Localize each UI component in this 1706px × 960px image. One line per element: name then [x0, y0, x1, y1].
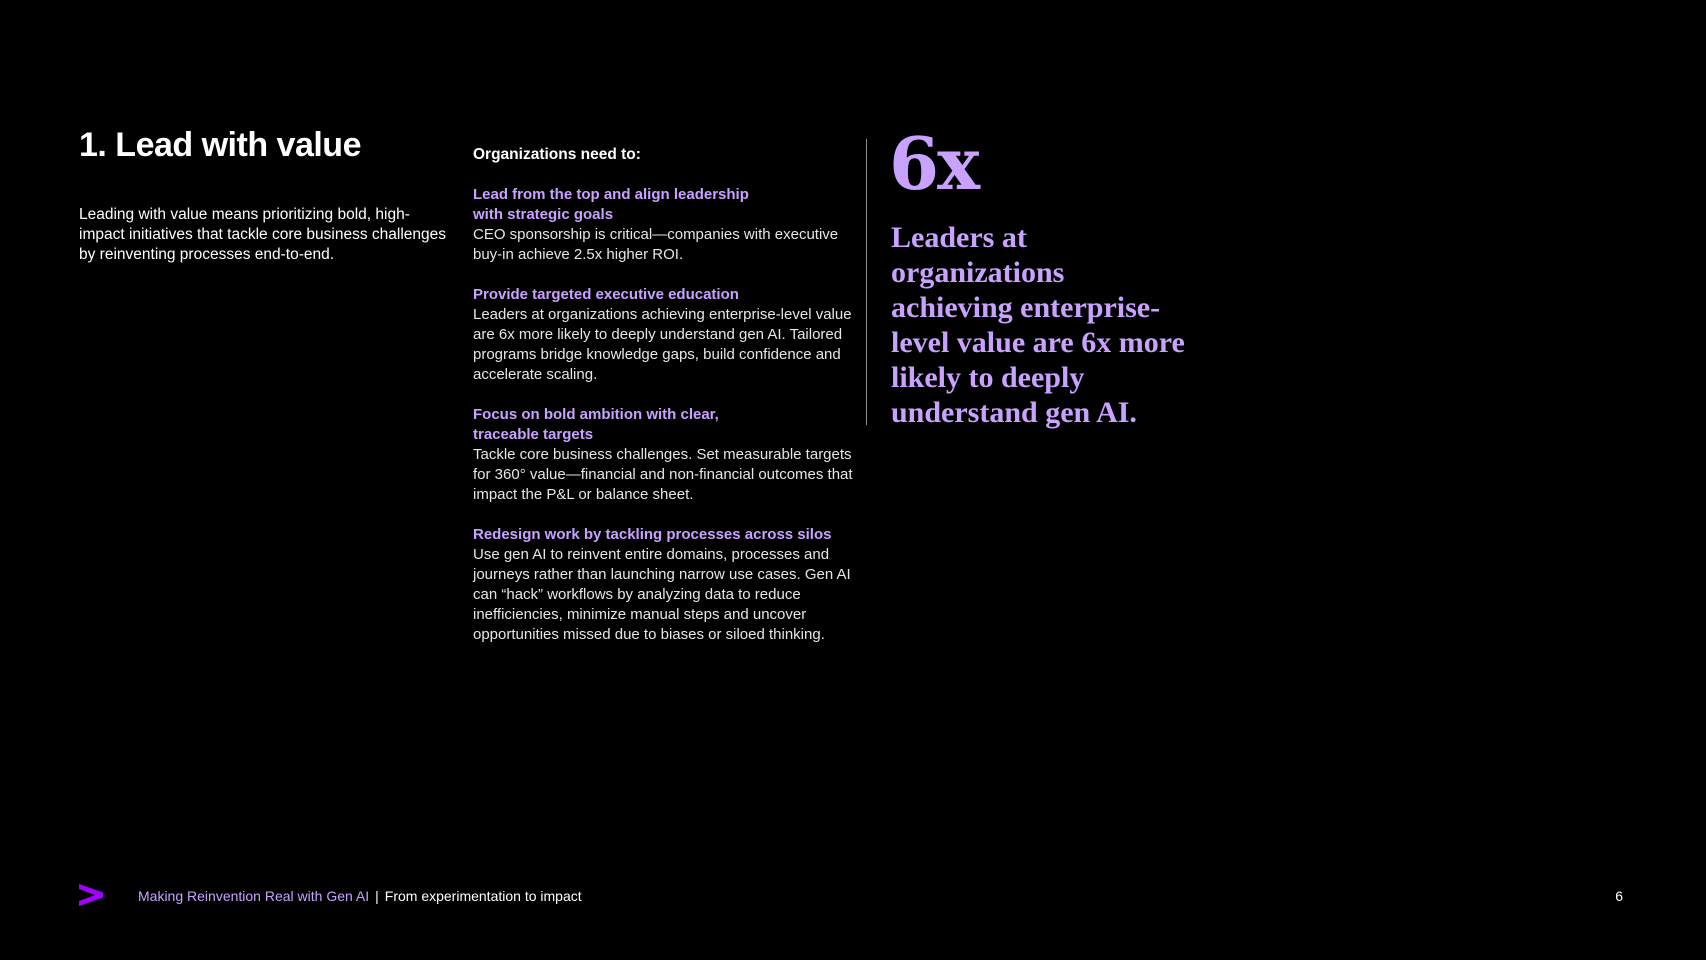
recommendation-heading: Focus on bold ambition with clear, traceable targets — [473, 406, 719, 443]
footer-title — [138, 887, 582, 905]
recommendation-heading: Redesign work by tackling processes across silos — [473, 526, 832, 543]
recommendation-item — [473, 185, 853, 265]
recommendations-column — [473, 145, 853, 665]
recommendation-heading: Provide targeted executive education — [473, 286, 739, 303]
footer — [0, 880, 1706, 910]
intro-paragraph: Leading with value means prioritizing bold, high-impact initiatives that tackle core business challenges by reinventing processes end-to-end. — [79, 206, 447, 263]
recommendation-body: CEO sponsorship is critical—companies with executive buy-in achieve 2.5x higher ROI. — [473, 226, 839, 263]
recommendation-heading: Lead from the top and align leadership with strategic goals — [473, 186, 749, 223]
stat-value: 6x — [889, 121, 979, 206]
footer-brand: Making Reinvention Real with Gen AI — [138, 888, 370, 904]
footer-section: From experimentation to impact — [384, 888, 582, 904]
recommendation-body: Leaders at organizations achieving enterprise-level value are 6x more likely to deeply understand gen AI. Tailored programs bridge knowledge gaps, build confidence and accelerate scaling. — [473, 306, 852, 383]
recommendation-item — [473, 285, 853, 385]
recommendation-item — [473, 525, 853, 645]
recommendation-body: Tackle core business challenges. Set measurable targets for 360° value—financial and non-financial outcomes that impact the P&L or balance sheet. — [473, 446, 853, 503]
stat-description: Leaders at organizations achieving enterprise-level value are 6x more likely to deeply understand gen AI. — [891, 221, 1185, 429]
recommendations-label: Organizations need to: — [473, 146, 641, 163]
page-number: 6 — [1615, 888, 1623, 904]
footer-separator: | — [375, 888, 379, 904]
recommendation-item — [473, 405, 853, 505]
accenture-arrow-icon — [79, 884, 103, 911]
recommendation-body: Use gen AI to reinvent entire domains, processes and journeys rather than launching narrow use cases. Gen AI can “hack” workflows by analyzing data to reduce inefficiencies, minimize manual steps and uncover opportunities missed due to biases or siloed thinking. — [473, 546, 851, 643]
vertical-divider — [866, 139, 867, 425]
page-title: 1. Lead with value — [79, 126, 361, 164]
